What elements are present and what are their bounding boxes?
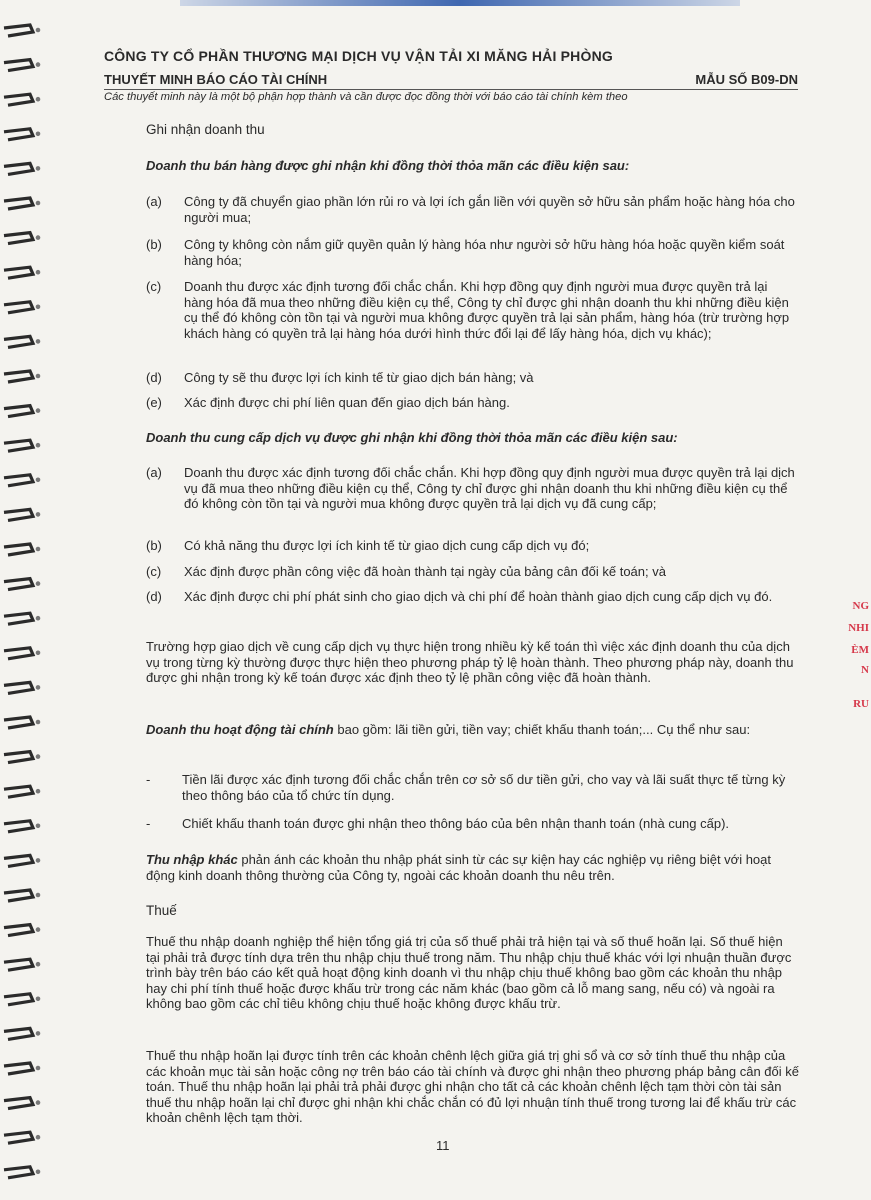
binding-hole xyxy=(36,305,41,310)
sales-intro: Doanh thu bán hàng được ghi nhận khi đồng thời thỏa mãn các điều kiện sau: xyxy=(146,158,630,173)
binding-coil xyxy=(4,579,33,590)
binding-coil xyxy=(4,717,33,728)
binding-coil xyxy=(4,1132,33,1143)
binding-hole xyxy=(36,235,41,240)
binding-hole xyxy=(36,581,41,586)
spiral-binding xyxy=(0,0,46,1200)
binding-coil xyxy=(4,925,33,936)
binding-coil xyxy=(4,544,33,555)
binding-coil xyxy=(4,267,33,278)
binding-hole xyxy=(36,962,41,967)
stamp-text: NHI xyxy=(848,622,869,634)
binding-hole xyxy=(36,893,41,898)
binding-hole xyxy=(36,374,41,379)
binding-hole xyxy=(36,858,41,863)
binding-hole xyxy=(36,685,41,690)
other-income-term: Thu nhập khác xyxy=(146,852,238,867)
tax-heading: Thuế xyxy=(146,903,177,918)
financial-income-paragraph xyxy=(146,722,800,738)
binding-coil xyxy=(4,1167,33,1178)
binding-hole xyxy=(36,927,41,932)
binding-hole xyxy=(36,478,41,483)
binding-coil xyxy=(4,648,33,659)
binding-hole xyxy=(36,547,41,552)
binding-coil xyxy=(4,94,33,105)
binding-coil xyxy=(4,302,33,313)
binding-coil xyxy=(4,60,33,71)
binding-hole xyxy=(36,512,41,517)
binding-coil xyxy=(4,959,33,970)
binding-hole xyxy=(36,201,41,206)
binding-hole xyxy=(36,270,41,275)
service-intro: Doanh thu cung cấp dịch vụ được ghi nhận khi đồng thời thỏa mãn các điều kiện sau: xyxy=(146,430,678,445)
stamp-text: ÈM xyxy=(851,644,869,656)
report-title: THUYẾT MINH BÁO CÁO TÀI CHÍNH xyxy=(104,72,328,87)
binding-coil xyxy=(4,406,33,417)
multi-period-paragraph: Trường hợp giao dịch về cung cấp dịch vụ thực hiện trong nhiều kỳ kế toán thì việc xác định doanh thu của dịch vụ trong từng kỳ thường được thực hiện theo phương pháp tỷ lệ hoàn thành. Theo phương pháp này, doanh thu được ghi nhận trong kỳ kế toán được xác định theo tỷ lệ phần công việc đã hoàn thành. xyxy=(146,639,794,685)
binding-coil xyxy=(4,163,33,174)
binding-coil xyxy=(4,855,33,866)
binding-coil xyxy=(4,198,33,209)
scan-top-band xyxy=(180,0,740,6)
binding-hole xyxy=(36,997,41,1002)
binding-hole xyxy=(36,1135,41,1140)
tax-paragraph: Thuế thu nhập doanh nghiệp thể hiện tổng giá trị của số thuế phải trả hiện tại và số thuế hoãn lại. Số thuế hiện tại phải trả được tính dựa trên thu nhập chịu thuế trong năm. Thu nhập chịu thuế khác với lợi nhuận thuần được trình bày trên báo cáo kết quả hoạt động kinh doanh vì thu nhập chịu thuế không bao gồm các khoản thu nhập hay chi phí tính thuế hoặc được khấu trừ trong các năm khác (bao gồm cả lỗ mang sang, nếu có) và ngoài ra không bao gồm các chỉ tiêu không chịu thuế hoặc không được khấu trừ. xyxy=(146,934,792,1011)
company-name: CÔNG TY CỔ PHẦN THƯƠNG MẠI DỊCH VỤ VẬN TẢI XI MĂNG HẢI PHÒNG xyxy=(104,48,613,64)
binding-hole xyxy=(36,1031,41,1036)
binding-hole xyxy=(36,754,41,759)
header-note: Các thuyết minh này là một bộ phận hợp thành và cần được đọc đồng thời với báo cáo tài chính kèm theo xyxy=(104,91,628,103)
binding-hole xyxy=(36,166,41,171)
binding-hole xyxy=(36,443,41,448)
binding-hole xyxy=(36,1100,41,1105)
binding-coil xyxy=(4,371,33,382)
binding-hole xyxy=(36,132,41,137)
binding-hole xyxy=(36,789,41,794)
binding-hole xyxy=(36,408,41,413)
red-stamp-edge xyxy=(849,560,871,720)
binding-coil xyxy=(4,336,33,347)
binding-coil xyxy=(4,821,33,832)
stamp-text: RU xyxy=(853,698,869,710)
stamp-text: N xyxy=(861,664,869,676)
page-number: 11 xyxy=(436,1138,450,1153)
binding-hole xyxy=(36,1170,41,1175)
binding-hole xyxy=(36,616,41,621)
financial-income-term: Doanh thu hoạt động tài chính xyxy=(146,722,334,737)
binding-coil xyxy=(4,786,33,797)
binding-coil xyxy=(4,509,33,520)
binding-coil xyxy=(4,475,33,486)
binding-coil xyxy=(4,1098,33,1109)
binding-coil xyxy=(4,613,33,624)
binding-hole xyxy=(36,651,41,656)
binding-coil xyxy=(4,1028,33,1039)
binding-hole xyxy=(36,97,41,102)
other-income-text: phản ánh các khoản thu nhập phát sinh từ các sự kiện hay các nghiệp vụ riêng biệt với hoạt động kinh doanh thông thường của Công ty, ngoài các khoản doanh thu nêu trên. xyxy=(146,852,772,883)
binding-coil xyxy=(4,890,33,901)
binding-coil xyxy=(4,752,33,763)
binding-hole xyxy=(36,28,41,33)
binding-hole xyxy=(36,824,41,829)
binding-coil xyxy=(4,1063,33,1074)
tax-paragraph: Thuế thu nhập hoãn lại được tính trên các khoản chênh lệch giữa giá trị ghi sổ và cơ sở tính thuế thu nhập của các khoản mục tài sản hoặc công nợ trên báo cáo tài chính và được ghi nhận theo phương pháp bảng cân đối kế toán. Thuế thu nhập hoãn lại phải trả phải được ghi nhận cho tất cả các khoản chênh lệch tạm thời còn tài sản thuế thu nhập hoãn lại chỉ được ghi nhận khi chắc chắn có đủ lợi nhuận tính thuế trong tương lai để khấu trừ các khoản chênh lệch tạm thời. xyxy=(146,1048,799,1125)
document-header xyxy=(104,48,798,103)
other-income-paragraph xyxy=(146,852,800,883)
binding-coil xyxy=(4,25,33,36)
binding-hole xyxy=(36,1066,41,1071)
binding-coil xyxy=(4,129,33,140)
binding-coil xyxy=(4,233,33,244)
header-divider xyxy=(104,89,798,90)
stamp-text: NG xyxy=(852,600,869,612)
binding-coil xyxy=(4,994,33,1005)
financial-income-text: bao gồm: lãi tiền gửi, tiền vay; chiết khấu thanh toán;... Cụ thể như sau: xyxy=(333,722,751,737)
form-code: MẪU SỐ B09-DN xyxy=(695,72,798,87)
binding-hole xyxy=(36,339,41,344)
binding-hole xyxy=(36,720,41,725)
revenue-heading: Ghi nhận doanh thu xyxy=(146,122,265,137)
binding-coil xyxy=(4,440,33,451)
binding-coil xyxy=(4,682,33,693)
binding-hole xyxy=(36,62,41,67)
